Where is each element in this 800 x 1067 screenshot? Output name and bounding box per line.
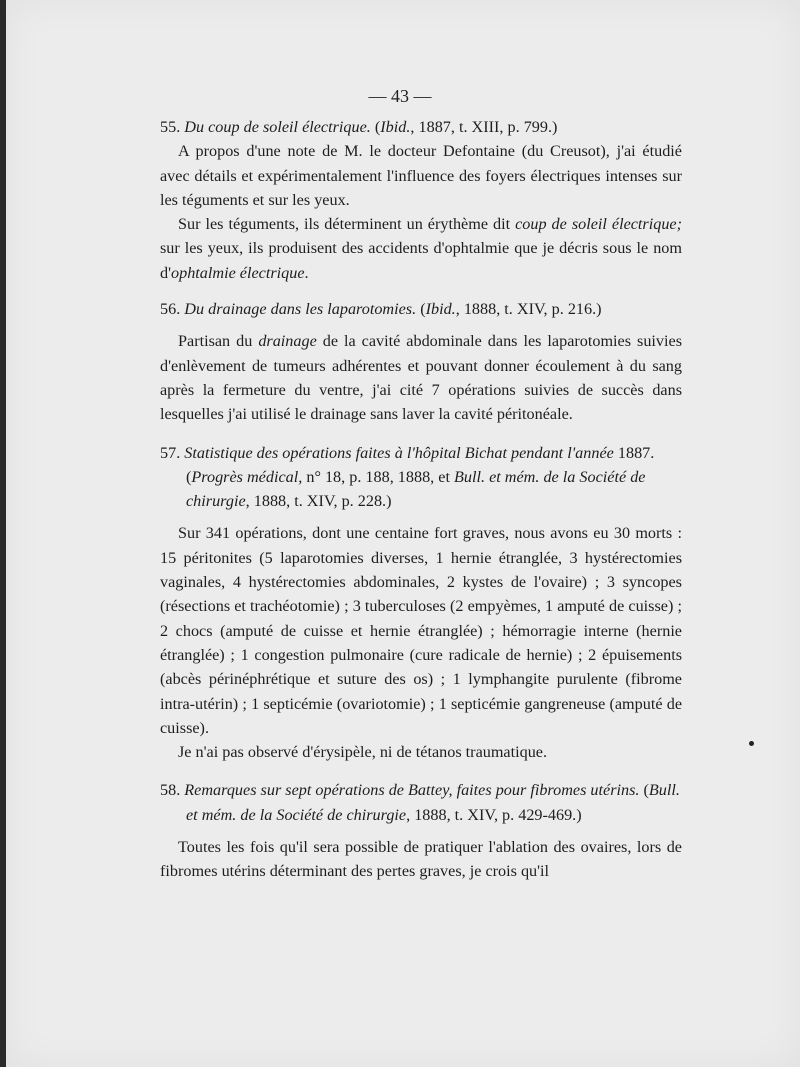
ink-speck (749, 741, 754, 746)
entry-title: Remarques sur sept opérations de Battey, faites pour fibromes utérins. (184, 781, 640, 800)
page-number: — 43 — (368, 86, 432, 106)
entry-ref-journal: Bull. et mém. de la Société de chirurgie (186, 781, 680, 824)
entry-heading: 55. Du coup de soleil électrique. (Ibid., 1887, t. XIII, p. 799.) (160, 118, 558, 136)
entry-ref-ibid: Ibid. (425, 300, 456, 319)
entry-ref-journal: Bull. et mém. de la Société de chirurgie (186, 467, 646, 511)
entry-number: 58. (160, 781, 181, 800)
entry-56 (160, 297, 682, 426)
entry-title: Statistique des opérations faites à l'hôpital Bichat pendant l'année (184, 443, 614, 462)
entry-heading: 57. Statistique des opérations faites à l'hôpital Bichat pendant l'année 1887. (Progrès médical, n° 18, p. 188, 1888, et Bull. et mém. de la Société de chirurgie, 1888, t. XIV, p. 228.) (160, 443, 655, 511)
entry-heading: 56. Du drainage dans les laparotomies. (Ibid., 1888, t. XIV, p. 216.) (160, 300, 602, 319)
entry-paragraph: Sur 341 opérations, dont une centaine fort graves, nous avons eu 30 morts : 15 péritonites (5 laparotomies diverses, 1 hernie étranglée, 3 hystérectomies vaginales, 4 hystérectomies abdominales, 2 kystes de l'ovaire) ; 3 syncopes (résections et trachéotomie) ; 3 tuberculoses (2 empyèmes, 1 amputé de cuisse) ; 2 chocs (amputé de cuisse et hernie étranglée) ; hémorragie interne (hernie étranglée) ; 1 congestion pulmonaire (cure radicale de hernie) ; 2 épuisements (abcès périnéphrétique et suture des os) ; 1 lymphangite purulente (fibrome intra-utérin) ; 1 septicémie (ovariotomie) ; 1 septicémie gangreneuse (amputé de cuisse). (160, 524, 682, 737)
entry-ref-journal: Progrès médical, (191, 467, 303, 486)
entry-ref-ibid: Ibid. (380, 118, 411, 136)
entry-paragraph: Partisan du drainage de la cavité abdominale dans les laparotomies suivies d'enlèvement de tumeurs adhérentes et pouvant donner écoulement à du sang après la fermeture du ventre, j'ai cité 7 opérations suivies de succès dans lesquelles j'ai utilisé le drainage sans laver la cavité péritonéale. (160, 332, 682, 424)
entry-paragraph: Je n'ai pas observé d'érysipèle, ni de tétanos traumatique. (178, 743, 548, 762)
entry-ref: , 1888, t. XIV, p. 429-469.) (406, 805, 582, 824)
entry-number: 56. (160, 300, 181, 319)
entry-paragraph: Sur les téguments, ils déterminent un érythème dit coup de soleil électrique; sur les yeux, ils produisent des accidents d'ophtalmie que je décris sous le nom d'ophtalmie électrique. (160, 215, 682, 282)
entry-ref: , 1888, t. XIV, p. 216.) (455, 300, 602, 319)
entry-title: Du drainage dans les laparotomies. (184, 300, 417, 319)
entry-paragraph: Toutes les fois qu'il sera possible de pratiquer l'ablation des ovaires, lors de fibromes utérins déterminant des pertes graves, je crois qu'il (160, 838, 682, 881)
entry-title: Du coup de soleil électrique. (184, 118, 371, 136)
entry-number: 55. (160, 118, 181, 136)
entry-paragraph: A propos d'une note de M. le docteur Defontaine (du Creusot), j'ai étudié avec détails et expérimentalement l'influence des foyers électriques intenses sur les téguments et sur les yeux. (160, 142, 682, 209)
page-body (160, 115, 682, 884)
entry-58 (160, 778, 682, 883)
entry-ref: , 1887, t. XIII, p. 799.) (410, 118, 558, 136)
entry-heading: 58. Remarques sur sept opérations de Battey, faites pour fibromes utérins. (Bull. et mém. de la Société de chirurgie, 1888, t. XIV, p. 429-469.) (160, 781, 680, 824)
entry-55 (160, 115, 682, 285)
entry-57 (160, 441, 682, 765)
entry-number: 57. (160, 443, 181, 462)
